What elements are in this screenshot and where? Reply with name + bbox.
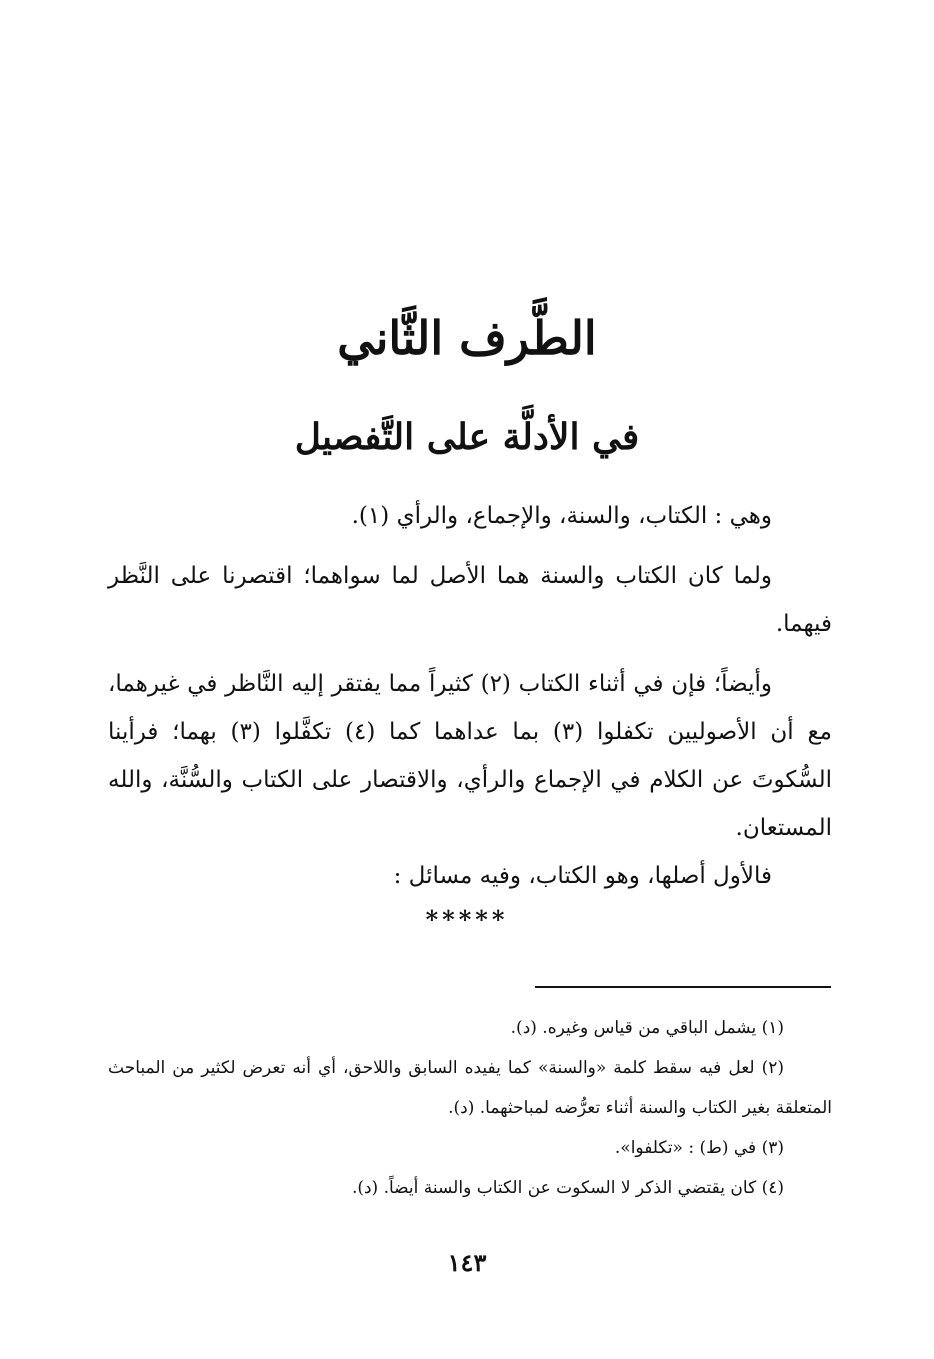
chapter-subtitle: في الأدلَّة على التَّفصيل bbox=[294, 416, 640, 458]
footnotes bbox=[108, 1008, 832, 1208]
section-separator: ***** bbox=[425, 905, 509, 934]
footnote-4: (٤) كان يقتضي الذكر لا السكوت عن الكتاب والسنة أيضاً. (د). bbox=[351, 1178, 784, 1198]
main-text bbox=[108, 492, 832, 900]
paragraph-3: وأيضاً؛ فإن في أثناء الكتاب (٢) كثيراً مما يفتقر إليه النَّاظر في غيرهما، مع أن الأصوليين تكفلوا (٣) بما عداهما كما (٤) تكفَّلوا (٣) بهما؛ فرأينا السُّكوتَ عن الكلام في الإجماع والرأي، والاقتصار على الكتاب والسُّنَّة، والله المستعان. bbox=[108, 671, 832, 841]
paragraph-1: وهي : الكتاب، والسنة، والإجماع، والرأي (١). bbox=[351, 503, 772, 529]
chapter-title: الطَّرف الثَّاني bbox=[337, 311, 597, 365]
footnote-divider bbox=[535, 986, 831, 988]
footnote-1: (١) يشمل الباقي من قياس وغيره. (د). bbox=[510, 1018, 784, 1038]
paragraph-4: فالأول أصلها، وهو الكتاب، وفيه مسائل : bbox=[393, 863, 772, 889]
paragraph-2: ولما كان الكتاب والسنة هما الأصل لما سواهما؛ اقتصرنا على النَّظر فيهما. bbox=[108, 563, 832, 637]
footnote-3: (٣) في (ط) : «تكلفوا». bbox=[614, 1138, 784, 1158]
footnote-2: (٢) لعل فيه سقط كلمة «والسنة» كما يفيده السابق واللاحق، أي أنه تعرض لكثير من المباحث المتعلقة بغير الكتاب والسنة أثناء تعرُّضه لمباحثهما. (د). bbox=[108, 1058, 832, 1118]
page-number: ١٤٣ bbox=[447, 1248, 487, 1277]
